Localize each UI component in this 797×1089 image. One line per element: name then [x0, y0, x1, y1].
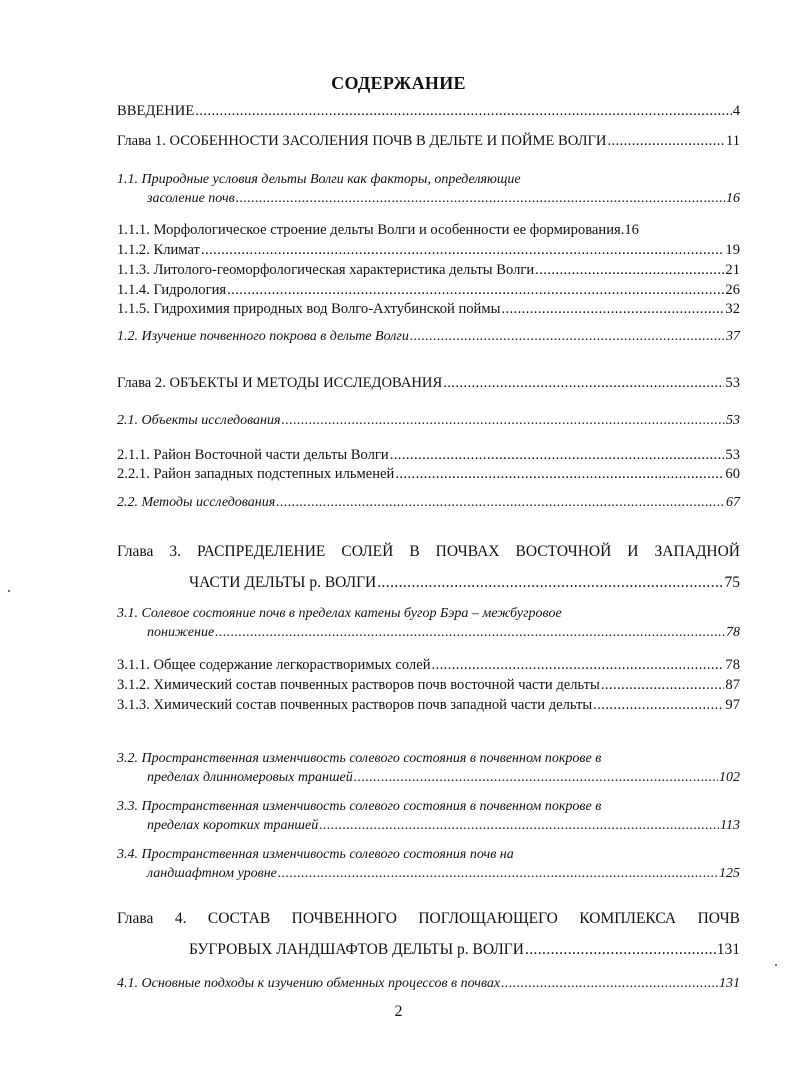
toc-entry-4-1[interactable]: 4.1. Основные подходы к изучению обменных процессов в почвах ..... 131	[117, 974, 740, 993]
toc-entry-chapter-1[interactable]: Глава 1. ОСОБЕННОСТИ ЗАСОЛЕНИЯ ПОЧВ В ДЕЛЬТЕ И ПОЙМЕ ВОЛГИ ..... 11	[117, 132, 740, 151]
toc-entry-3-1-1[interactable]: 3.1.1. Общее содержание легкорастворимых солей ..... 78	[117, 656, 740, 675]
toc-entry-chapter-3[interactable]: Глава 3. РАСПРЕДЕЛЕНИЕ СОЛЕЙ В ПОЧВАХ ВОСТОЧНОЙ И ЗАПАДНОЙ ЧАСТИ ДЕЛЬТЫ р. ВОЛГИ ..... 75	[117, 536, 740, 598]
toc-entry-3-1[interactable]: 3.1. Солевое состояние почв в пределах катены бугор Бэра – межбугровое понижение ..... 78	[117, 604, 740, 642]
toc-entry-3-4[interactable]: 3.4. Пространственная изменчивость солевого состояния почв на ландшафтном уровне ..... 125	[117, 845, 740, 883]
page-number: 2	[394, 1003, 403, 1020]
toc-entry-1-1[interactable]: 1.1. Природные условия дельты Волги как факторы, определяющие засоление почв ..... 16	[117, 170, 740, 208]
scan-speck	[8, 590, 10, 592]
toc-entry-chapter-2[interactable]: Глава 2. ОБЪЕКТЫ И МЕТОДЫ ИССЛЕДОВАНИЯ ..... 53	[117, 374, 740, 393]
toc-entry-1-1-4[interactable]: 1.1.4. Гидрология ..... 26	[117, 281, 740, 300]
toc-entry-2-2[interactable]: 2.2. Методы исследования ..... 67	[117, 493, 740, 512]
toc-entry-3-1-3[interactable]: 3.1.3. Химический состав почвенных растворов почв западной части дельты ..... 97	[117, 696, 740, 715]
toc-entry-3-2[interactable]: 3.2. Пространственная изменчивость солевого состояния в почвенном покрове в пределах длинномеровых траншей ..... 102	[117, 749, 740, 787]
toc-entry-1-2[interactable]: 1.2. Изучение почвенного покрова в дельте Волги ..... 37	[117, 327, 740, 346]
toc-entry-2-2-1[interactable]: 2.2.1. Район западных подстепных ильменей ..... 60	[117, 465, 740, 484]
toc-entry-1-1-1[interactable]: 1.1.1. Морфологическое строение дельты Волги и особенности ее формирования. 16	[117, 222, 639, 238]
toc-entry-1-1-3[interactable]: 1.1.3. Литолого-геоморфологическая характеристика дельты Волги ..... 21	[117, 261, 740, 280]
toc-entry-chapter-4[interactable]: Глава 4. СОСТАВ ПОЧВЕННОГО ПОГЛОЩАЮЩЕГО КОМПЛЕКСА ПОЧВ БУГРОВЫХ ЛАНДШАФТОВ ДЕЛЬТЫ р. ВОЛГИ ..... 131	[117, 903, 740, 965]
page-title: СОДЕРЖАНИЕ	[331, 73, 466, 93]
toc-entry-2-1-1[interactable]: 2.1.1. Район Восточной части дельты Волги ..... 53	[117, 446, 740, 465]
toc-entry-2-1[interactable]: 2.1. Объекты исследования ..... 53	[117, 411, 740, 430]
toc-entry-3-1-2[interactable]: 3.1.2. Химический состав почвенных растворов почв восточной части дельты ..... 87	[117, 676, 740, 695]
toc-entry-1-1-2[interactable]: 1.1.2. Климат ..... 19	[117, 241, 740, 260]
toc-entry-intro[interactable]: ВВЕДЕНИЕ ..... 4	[117, 102, 740, 121]
scan-speck	[775, 964, 777, 966]
toc-entry-3-3[interactable]: 3.3. Пространственная изменчивость солевого состояния в почвенном покрове в пределах коротких траншей ..... 113	[117, 797, 740, 835]
toc-entry-1-1-5[interactable]: 1.1.5. Гидрохимия природных вод Волго-Ахтубинской поймы ..... 32	[117, 300, 740, 319]
